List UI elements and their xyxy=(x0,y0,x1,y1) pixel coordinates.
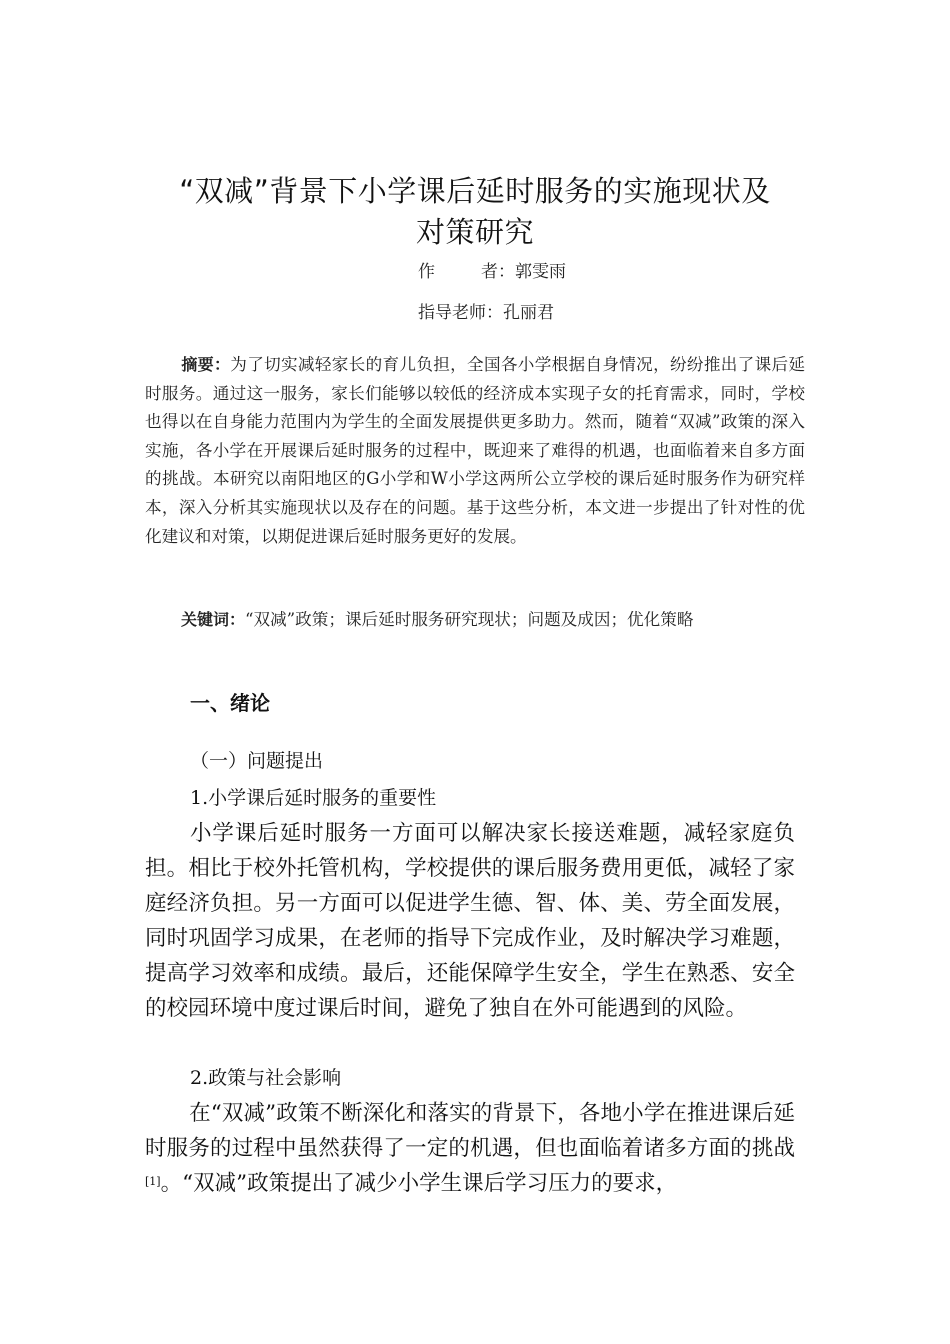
subsection-heading: （一）问题提出 xyxy=(190,750,324,772)
section-heading: 一、绪论 xyxy=(190,691,270,715)
author-name: 郭雯雨 xyxy=(515,262,566,282)
item-heading-2: 2.政策与社会影响 xyxy=(190,1067,342,1089)
author-label-b: 者： xyxy=(481,262,515,282)
paper-title-line-1: “双减”背景下小学课后延时服务的实施现状及 xyxy=(179,174,771,208)
citation-ref[interactable]: [1] xyxy=(145,1175,161,1188)
keywords-text: “双减”政策；课后延时服务研究现状；问题及成因；优化策略 xyxy=(245,610,694,629)
advisor-label: 指导老师： xyxy=(418,303,503,323)
body-paragraph-2 xyxy=(145,1096,795,1201)
author-line xyxy=(418,260,566,284)
item-heading-1: 1.小学课后延时服务的重要性 xyxy=(190,787,437,809)
paragraph-2-text-b: 。“双减”政策提出了减少小学生课后学习压力的要求， xyxy=(160,1171,678,1196)
author-label-a: 作 xyxy=(418,262,435,282)
body-paragraph-1 xyxy=(145,816,795,1026)
keywords-label: 关键词： xyxy=(181,610,246,629)
keywords xyxy=(145,606,805,634)
paragraph-1-text: 小学课后延时服务一方面可以解决家长接送难题，减轻家庭负担。相比于校外托管机构，学校提供的课后服务费用更低，减轻了家庭经济负担。另一方面可以促进学生德、智、体、美、劳全面发展，同时巩固学习成果，在老师的指导下完成作业，及时解决学习难题，提高学习效率和成绩。最后，还能保障学生安全，学生在熟悉、安全的校园环境中度过课后时间，避免了独自在外可能遇到的风险。 xyxy=(145,821,795,1021)
advisor-name: 孔丽君 xyxy=(503,303,554,323)
abstract xyxy=(145,351,805,551)
paragraph-2-text-a: 在“双减”政策不断深化和落实的背景下，各地小学在推进课后延时服务的过程中虽然获得了一定的机遇，但也面临着诸多方面的挑战 xyxy=(145,1101,795,1161)
paper-title-line-2: 对策研究 xyxy=(415,215,534,249)
abstract-text: 为了切实减轻家长的育儿负担，全国各小学根据自身情况，纷纷推出了课后延时服务。通过这一服务，家长们能够以较低的经济成本实现子女的托育需求，同时，学校也得以在自身能力范围内为学生的全面发展提供更多助力。然而，随着“双减”政策的深入实施，各小学在开展课后延时服务的过程中，既迎来了难得的机遇，也面临着来自多方面的挑战。本研究以南阳地区的G小学和W小学这两所公立学校的课后延时服务作为研究样本，深入分析其实施现状以及存在的问题。基于这些分析，本文进一步提出了针对性的优化建议和对策，以期促进课后延时服务更好的发展。 xyxy=(145,355,805,546)
advisor-line xyxy=(418,301,554,325)
abstract-label: 摘要： xyxy=(181,355,231,374)
